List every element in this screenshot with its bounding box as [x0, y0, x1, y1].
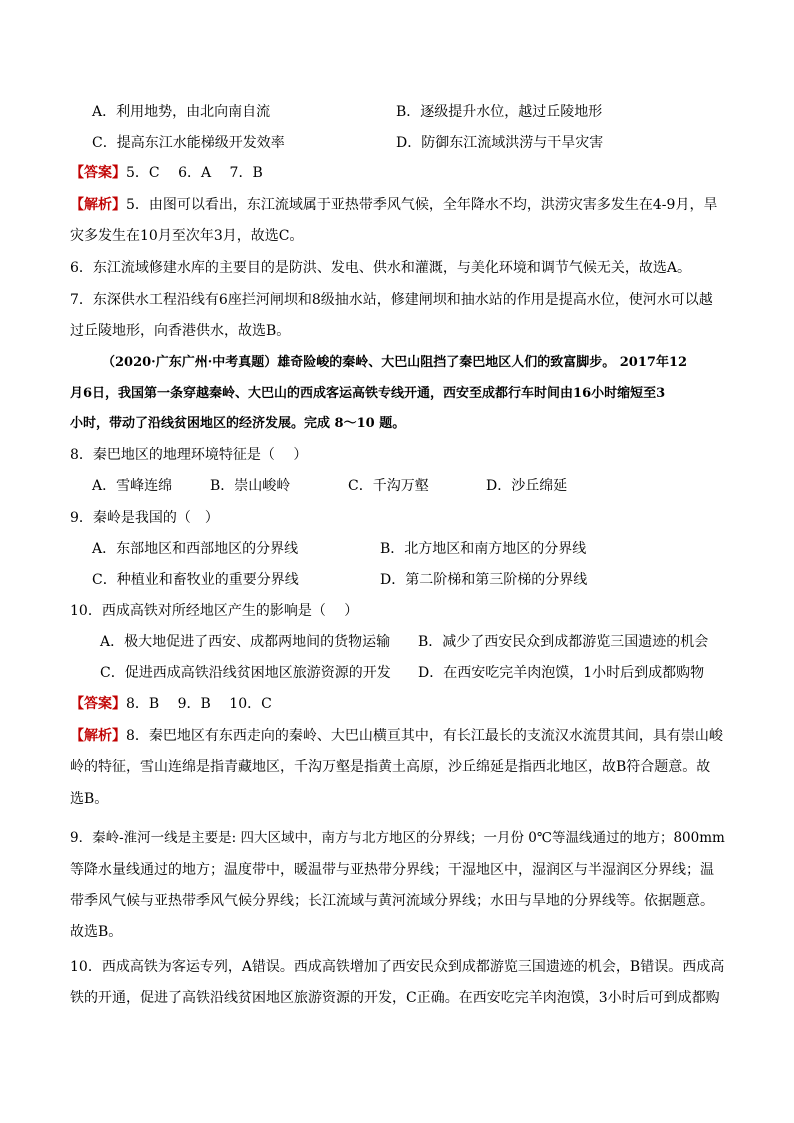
analysis-text: 5．由图可以看出，东江流域属于亚热带季风气候，全年降水不均，洪涝灾害多发生在4-9月，旱: [126, 197, 718, 213]
q4-option-d: D．防御东江流域洪涝与干旱灾害: [396, 135, 604, 151]
q8-option-a: A．雪峰连绵: [92, 478, 173, 494]
q8-option-d: D．沙丘绵延: [486, 478, 568, 494]
analysis-2-line-4: 9．秦岭-淮河一线是主要是: 四大区域中，南方与北方地区的分界线；一月份 0℃等温线通过的地方；800mm: [70, 830, 725, 846]
q10-option-b: B．减少了西安民众到成都游览三国遗迹的机会: [418, 634, 709, 650]
q9-stem: 9．秦岭是我国的（ ）: [70, 510, 219, 526]
q10-option-d: D．在西安吃完羊肉泡馍，1小时后到成都购物: [418, 665, 705, 681]
analysis-2-line-1: [70, 726, 723, 746]
q9-option-c: C．种植业和畜牧业的重要分界线: [92, 572, 299, 588]
q4-option-b: B．逐级提升水位，越过丘陵地形: [396, 104, 603, 120]
analysis-1-line-3: 6．东江流域修建水库的主要目的是防洪、发电、供水和灌溉，与美化环境和调节气候无关，故选A。: [70, 260, 692, 276]
q8-option-b: B．崇山峻岭: [210, 478, 291, 494]
analysis-2-line-5: 等降水量线通过的地方；温度带中，暖温带与亚热带分界线；干湿地区中，湿润区与半湿润区分界线；温: [70, 862, 714, 878]
analysis-tag: 【解析】: [70, 728, 126, 744]
q8-stem: 8．秦巴地区的地理环境特征是（ ）: [70, 447, 308, 463]
passage-line-2: 月6日，我国第一条穿越秦岭、大巴山的西成客运高铁专线开通，西安至成都行车时间由16小时缩短至3: [70, 386, 666, 401]
answer-tag: 【答案】: [70, 696, 126, 712]
q10-stem: 10．西成高铁对所经地区产生的影响是（ ）: [70, 603, 359, 619]
q9-option-a: A．东部地区和西部地区的分界线: [92, 541, 299, 557]
q9-option-b: B．北方地区和南方地区的分界线: [380, 541, 587, 557]
answer-row-2: [70, 694, 272, 714]
analysis-1-line-4: 7．东深供水工程沿线有6座拦河闸坝和8级抽水站，修建闸坝和抽水站的作用是提高水位，使河水可以越: [70, 292, 713, 308]
analysis-1-line-2: 灾多发生在10月至次年3月，故选C。: [70, 228, 304, 244]
answer-text: 5．C 6．A 7．B: [126, 165, 263, 181]
analysis-2-line-8: 10．西成高铁为客运专列，A错误。西成高铁增加了西安民众到成都游览三国遗迹的机会，B错误。西成高: [70, 959, 725, 975]
analysis-2-line-2: 岭的特征，雪山连绵是指青藏地区，千沟万壑是指黄土高原，沙丘绵延是指西北地区，故B符合题意。故: [70, 759, 711, 775]
q4-option-c: C．提高东江水能梯级开发效率: [92, 135, 285, 151]
passage-line-1: （2020·广东广州·中考真题）雄奇险峻的秦岭、大巴山阻挡了秦巴地区人们的致富脚步。 2017年12: [102, 355, 688, 370]
answer-tag: 【答案】: [70, 165, 126, 181]
analysis-2-line-6: 带季风气候与亚热带季风气候分界线；长江流域与黄河流域分界线；水田与旱地的分界线等。依据题意。: [70, 893, 714, 909]
analysis-2-line-3: 选B。: [70, 791, 109, 807]
q10-option-c: C．促进西成高铁沿线贫困地区旅游资源的开发: [100, 665, 391, 681]
analysis-tag: 【解析】: [70, 197, 126, 213]
answer-text: 8．B 9．B 10．C: [126, 696, 272, 712]
answer-row-1: [70, 163, 263, 183]
q4-option-a: A．利用地势，由北向南自流: [92, 104, 271, 120]
analysis-2-line-9: 铁的开通，促进了高铁沿线贫困地区旅游资源的开发，C正确。在西安吃完羊肉泡馍，3小时后可到成都购: [70, 990, 720, 1006]
q10-option-a: A．极大地促进了西安、成都两地间的货物运输: [100, 634, 391, 650]
analysis-2-line-7: 故选B。: [70, 924, 123, 940]
analysis-1-line-5: 过丘陵地形，向香港供水，故选B。: [70, 323, 291, 339]
analysis-1-line-1: [70, 195, 717, 215]
q9-option-d: D．第二阶梯和第三阶梯的分界线: [380, 572, 588, 588]
passage-line-3: 小时，带动了沿线贫困地区的经济发展。完成 8～10 题。: [70, 416, 406, 431]
q8-option-c: C．千沟万壑: [348, 478, 429, 494]
analysis-text: 8．秦巴地区有东西走向的秦岭、大巴山横亘其中，有长江最长的支流汉水流贯其间，具有崇山峻: [126, 728, 723, 744]
